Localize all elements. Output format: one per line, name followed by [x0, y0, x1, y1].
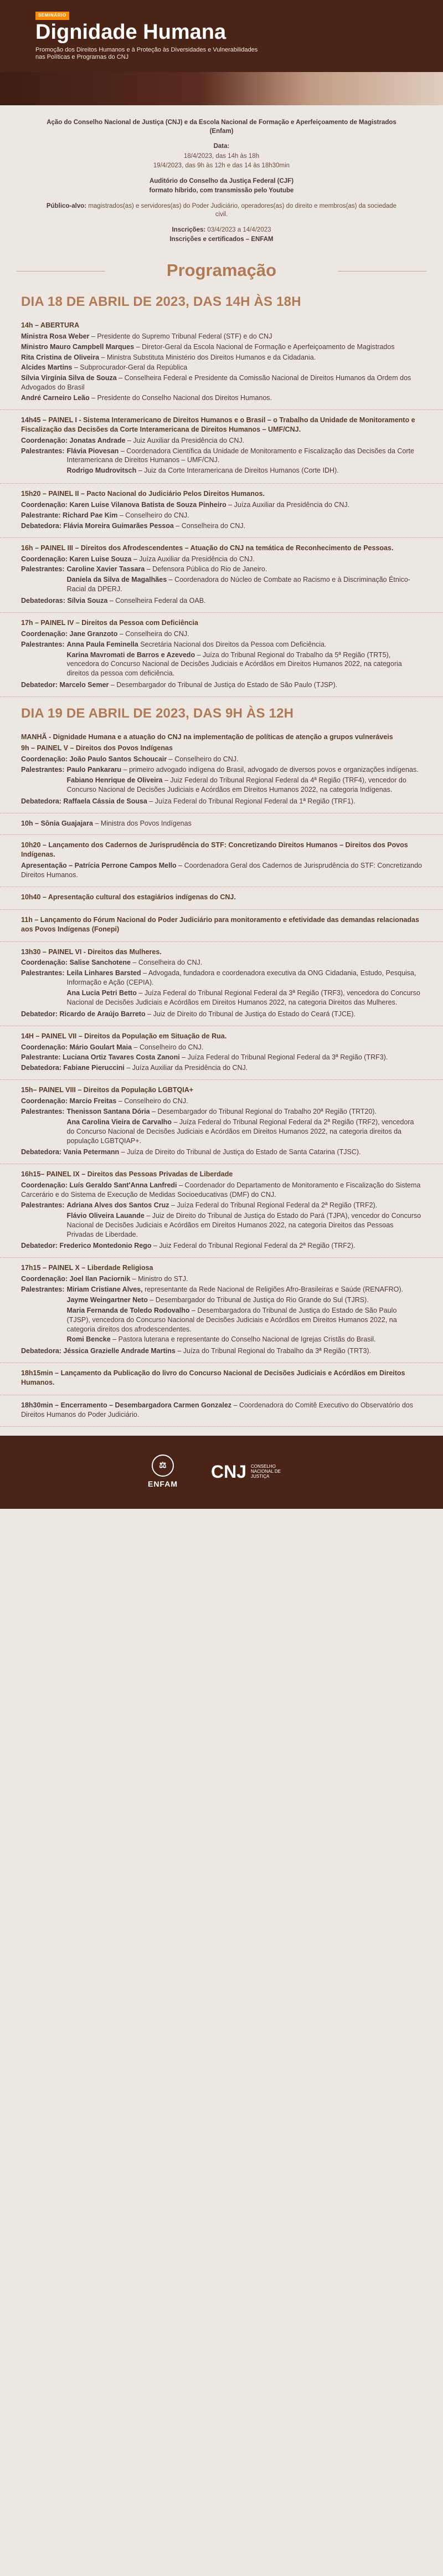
debater: Debatedora: Fabiane Pieruccini – Juíza Auxiliar da Presidência do CNJ.	[21, 1064, 248, 1072]
session-title: 14h – ABERTURA	[21, 321, 80, 329]
speaker: André Carneiro Leão – Presidente do Conselho Nacional dos Direitos Humanos.	[21, 394, 272, 402]
speaker: Jayme Weingartner Neto – Desembargador do Tribunal de Justiça do Rio Grande do Sul (TJRS).	[66, 1295, 369, 1304]
organizer-line: Ação do Conselho Nacional de Justiça (CNJ) e da Escola Nacional de Formação e Aperfeiçoamento de Magistrados (Enfam)	[47, 119, 396, 135]
event-tag: SEMINÁRIO	[35, 12, 69, 20]
session-panel-10	[0, 1258, 443, 1363]
speaker: Daniela da Silva de Magalhães – Coordenadora do Núcleo de Combate ao Racismo e à Discriminação Étnico-Racial da DPERJ.	[66, 576, 410, 593]
session-fonepi	[0, 910, 443, 942]
session-title: 10h20 – Lançamento dos Cadernos de Jurisprudência do STF: Concretizando Direitos Humanos – Direitos dos Povos Indígenas.	[21, 841, 408, 859]
speakers: Palestrantes: Thenisson Santana Dória – Desembargador do Tribunal Regional do Trabalho 20ª Região (TRT20). Ana Carolina Vieira de Carvalho – Juíza Federal do Tribunal Regional Federal da 2ª Região (TRF2), vencedora do Concurso Nacional de Decisões Judiciais e Acórdãos em Direitos Humanos 2022, na categoria direitos da população LGBTQIAP+.	[21, 1107, 422, 1147]
coordinator: Coordenação: Marcio Freitas – Conselheiro do CNJ.	[21, 1097, 188, 1105]
session-title: 17h15 – PAINEL X – Liberdade Religiosa	[21, 1264, 153, 1272]
debater: Debatedoras: Sílvia Souza – Conselheira Federal da OAB.	[21, 597, 206, 605]
enfam-logo: ⚖ ENFAM	[148, 1455, 178, 1489]
date-1: 18/4/2023, das 14h às 18h	[183, 152, 260, 160]
session-title: 16h15– PAINEL IX – Direitos das Pessoas Privadas de Liberdade	[21, 1170, 233, 1179]
speakers: Palestrantes: Paulo Pankararu – primeiro advogado indígena do Brasil, advogado de diversos povos e organizações indígenas. Fabiano Henrique de Oliveira – Juiz Federal do Tribunal Regional Federal da 4ª Região (TRF4), vencedor do Concurso Nacional de Decisões Judiciais e Acórdãos em Direitos Humanos 2022, na categoria Indígenas.	[21, 765, 422, 796]
day-2-heading: DIA 19 DE ABRIL DE 2023, DAS 9H ÀS 12H	[21, 706, 294, 721]
session-panel-3	[0, 538, 443, 613]
date-2: 19/4/2023, das 9h às 12h e das 14 às 18h30min	[153, 162, 290, 170]
speaker: Paulo Pankararu – primeiro advogado indígena do Brasil, advogado de diversos povos e organizações indígenas.	[66, 766, 419, 774]
speaker: Rodrigo Mudrovitsch – Juiz da Corte Interamericana de Direitos Humanos (Corte IDH).	[66, 467, 339, 475]
speaker: Ana Carolina Vieira de Carvalho – Juíza Federal do Tribunal Regional Federal da 2ª Região (TRF2), vencedora do Concurso Nacional de Decisões Judiciais e Acórdãos em Direitos Humanos 2022, na categoria direitos da população LGBTQIAP+.	[66, 1118, 414, 1145]
footer-logos	[0, 1436, 443, 1509]
speaker: Alcides Martins – Subprocurador-Geral da República	[21, 363, 188, 372]
session-minister-talk: 10h – Sônia Guajajara – Ministra dos Povos Indígenas	[0, 813, 443, 836]
session-panel-6	[0, 942, 443, 1026]
audience: magistrados(as) e servidores(as) do Poder Judiciário, operadores(as) do direito e membros(as) da sociedade civil.	[88, 202, 397, 218]
debater: Debatedora: Jéssica Grazielle Andrade Martins – Juíza do Tribunal Regional do Trabalho da 3ª Região (TRT3).	[21, 1347, 372, 1355]
session-title: 14H – PAINEL VII – Direitos da População em Situação de Rua.	[21, 1032, 227, 1040]
speaker: Karina Mavromati de Barros e Azevedo – Juíza do Tribunal Regional do Trabalho da 5ª Região (TRT5), vencedora do Concurso Nacional de Decisões Judiciais e Acórdãos em Direitos Humanos 2022, na categoria direitos da pessoa com deficiência.	[66, 651, 402, 678]
session-closing: 18h30min – Encerramento – Desembargadora Carmen Gonzalez – Coordenadora do Comitê Executivo do Observatório dos Direitos Humanos do Poder Judiciário.	[0, 1395, 443, 1427]
morning-intro: MANHÃ - Dignidade Humana e a atuação do CNJ na implementação de políticas de atenção a grupos vulneráveis	[21, 733, 393, 741]
session-panel-7	[0, 1026, 443, 1080]
speaker: Fabiano Henrique de Oliveira – Juiz Federal do Tribunal Regional Federal da 4ª Região (TRF4), vencedor do Concurso Nacional de Decisões Judiciais e Acórdãos em Direitos Humanos 2022, na categoria Indígenas.	[66, 776, 406, 793]
header-banner	[0, 0, 443, 105]
speakers: Palestrantes: Flávia Piovesan – Coordenadora Científica da Unidade de Monitoramento e Fiscalização das Decisões da Corte Interamericana de Direitos Humanos – UMF/CNJ. Rodrigo Mudrovitsch – Juiz da Corte Interamericana de Direitos Humanos (Corte IDH).	[21, 447, 422, 477]
session-title: 10h40 – Apresentação cultural dos estagiários indígenas do CNJ.	[21, 893, 236, 901]
coordinator: Coordenação: Jane Granzoto – Conselheira do CNJ.	[21, 629, 189, 638]
day-1-heading: DIA 18 DE ABRIL DE 2023, DAS 14H ÀS 18H	[21, 294, 301, 309]
session-panel-1	[0, 410, 443, 484]
speaker: Palestrante: Richard Pae Kim – Conselheiro do CNJ.	[21, 511, 189, 519]
session-title: 13h30 – PAINEL VI - Direitos das Mulheres.	[21, 948, 162, 956]
coordinator: Coordenação: Jonatas Andrade – Juiz Auxiliar da Presidência do CNJ.	[21, 436, 245, 444]
speaker: Leila Linhares Barsted – Advogada, fundadora e coordenadora executiva da ONG Cidadania, Estudo, Pesquisa, Informação e Ação (CEPIA).	[66, 969, 416, 987]
session-title: 9h – PAINEL V – Direitos dos Povos Indígenas	[21, 744, 173, 752]
registration-link[interactable]: Inscrições e certificados – ENFAM	[169, 236, 274, 243]
speakers: Palestrantes: Caroline Xavier Tassara – Defensora Pública do Rio de Janeiro. Daniela da Silva de Magalhães – Coordenadora do Núcleo de Combate ao Racismo e à Discriminação Étnico-Racial da DPERJ.	[21, 565, 422, 595]
registration-label: Inscrições:	[172, 226, 206, 233]
speakers: Palestrantes: Miriam Cristiane Alves, representante da Rede Nacional de Religiões Afro-Brasileiras e Saúde (RENAFRO). Jayme Weingartner Neto – Desembargador do Tribunal de Justiça do Rio Grande do Sul (TJRS). Maria Fernanda de Toledo Rodovalho – Desembargadora do Tribunal de Justiça do Estado de São Paulo (TJSP), vencedora do Concurso Nacional de Decisões Judiciais e Acórdãos em Direitos Humanos 2022, na categoria direitos dos afrodescendentes. Romi Bencke – Pastora luterana e representante do Conselho Nacional de Igrejas Cristãs do Brasil.	[21, 1285, 422, 1345]
coordinator: Coordenação: Karen Luise Vilanova Batista de Souza Pinheiro – Juíza Auxiliar da Presidência do CNJ.	[21, 501, 350, 509]
debater: Debatedor: Ricardo de Araújo Barreto – Juiz de Direito do Tribunal de Justiça do Estado do Ceará (TJCE).	[21, 1010, 356, 1018]
speaker: Romi Bencke – Pastora luterana e representante do Conselho Nacional de Igrejas Cristãs do Brasil.	[66, 1335, 376, 1344]
session-panel-8	[0, 1080, 443, 1164]
speakers: Palestrantes: Adriana Alves dos Santos Cruz – Juíza Federal do Tribunal Regional Federal da 2ª Região (TRF2). Flávio Oliveira Lauande – Juiz de Direito do Tribunal de Justiça do Estado do Pará (TJPA), vencedor do Concurso Nacional de Decisões Judiciais e Acórdãos em Direitos Humanos 2022, na categoria Direitos das Pessoas Privadas de Liberdade.	[21, 1201, 421, 1238]
session-title: 16h – PAINEL III – Direitos dos Afrodescendentes – Atuação do CNJ na temática de Reconhecimento de Pessoas.	[21, 544, 394, 552]
coordinator: Coordenação: Joel Ilan Paciornik – Ministro do STJ.	[21, 1275, 188, 1283]
speaker: Miriam Cristiane Alves, representante da Rede Nacional de Religiões Afro-Brasileiras e Saúde (RENAFRO).	[66, 1286, 403, 1294]
enfam-emblem-icon: ⚖	[152, 1455, 174, 1477]
speakers: Palestrantes: Anna Paula Feminella Secretária Nacional dos Direitos da Pessoa com Deficiência. Karina Mavromati de Barros e Azevedo – Juíza do Tribunal Regional do Trabalho da 5ª Região (TRT5), vencedora do Concurso Nacional de Decisões Judiciais e Acórdãos em Direitos Humanos 2022, na categoria direitos da pessoa com deficiência.	[21, 640, 422, 680]
speaker: Ministra Rosa Weber – Presidente do Supremo Tribunal Federal (STF) e do CNJ	[21, 332, 272, 340]
event-info	[0, 105, 443, 244]
session-panel-9	[0, 1164, 443, 1258]
speaker: Ministro Mauro Campbell Marques – Diretor-Geral da Escola Nacional de Formação e Aperfeiçoamento de Magistrados	[21, 342, 395, 351]
session-cultural	[0, 887, 443, 910]
speaker: Rita Cristina de Oliveira – Ministra Substituta Ministério dos Direitos Humanos e da Cidadania.	[21, 353, 316, 361]
debater: Debatedora: Flávia Moreira Guimarães Pessoa – Conselheira do CNJ.	[21, 521, 246, 530]
speaker: Flávio Oliveira Lauande – Juiz de Direito do Tribunal de Justiça do Estado do Pará (TJPA), vencedor do Concurso Nacional de Decisões Judiciais e Acórdãos em Direitos Humanos 2022, na categoria Direitos das Pessoas Privadas de Liberdade.	[66, 1211, 421, 1238]
session-panel-5	[0, 727, 443, 813]
format: formato híbrido, com transmissão pelo Youtube	[149, 187, 294, 194]
session-book-launch	[0, 1363, 443, 1395]
speaker: Sílvia Virgínia Silva de Souza – Conselheira Federal e Presidente da Comissão Nacional de Direitos Humanos da Ordem dos Advogados do Brasil	[21, 374, 411, 392]
session-title: 18h15min – Lançamento da Publicação do livro do Concurso Nacional de Decisões Judiciais e Acórdãos em Direitos Humanos.	[21, 1369, 405, 1387]
audience-label: Público-alvo:	[46, 202, 87, 209]
speaker: Flávia Piovesan – Coordenadora Científica da Unidade de Monitoramento e Fiscalização das Decisões da Corte Interamericana de Direitos Humanos – UMF/CNJ.	[66, 447, 414, 464]
event-title: Dignidade Humana	[35, 20, 226, 44]
speaker: Ana Lucia Petri Betto – Juíza Federal do Tribunal Regional Federal da 3ª Região (TRF3), vencedora do Concurso Nacional de Decisões Judiciais e Acórdãos em Direitos Humanos 2022, na categoria Direitos das Mulheres.	[66, 989, 420, 1006]
speaker: Palestrante: Luciana Ortiz Tavares Costa Zanoni – Juíza Federal do Tribunal Regional Federal da 3ª Região (TRF3).	[21, 1053, 388, 1062]
session-title: 11h – Lançamento do Fórum Nacional do Poder Judiciário para monitoramento e efetividade das demandas relacionadas aos Povos Indígenas (Fonepi)	[21, 915, 419, 933]
coordinator: Coordenação: Mário Goulart Maia – Conselheiro do CNJ.	[21, 1043, 204, 1051]
speaker: Caroline Xavier Tassara – Defensora Pública do Rio de Janeiro.	[66, 565, 267, 573]
coordinator: Coordenação: João Paulo Santos Schoucair – Conselheiro do CNJ.	[21, 755, 239, 764]
venue: Auditório do Conselho da Justiça Federal (CJF)	[149, 177, 294, 185]
coordinator: Coordenação: Karen Luise Souza – Juíza Auxiliar da Presidência do CNJ.	[21, 555, 255, 563]
session-title: 14h45 – PAINEL I - Sistema Interamericano de Direitos Humanos e o Brasil – o Trabalho da Unidade de Monitoramento e Fiscalização das Decisões da Corte Interamericana de Direitos Humanos – UMF/CNJ.	[21, 416, 415, 433]
speaker: Maria Fernanda de Toledo Rodovalho – Desembargadora do Tribunal de Justiça do Estado de São Paulo (TJSP), vencedora do Concurso Nacional de Decisões Judiciais e Acórdãos em Direitos Humanos 2022, na categoria direitos dos afrodescendentes.	[66, 1306, 397, 1333]
session-opening	[0, 315, 443, 410]
date-label: Data:	[213, 143, 230, 150]
session-title: 15h– PAINEL VIII – Direitos da População LGBTQIA+	[21, 1086, 194, 1094]
session-title: 17h – PAINEL IV – Direitos da Pessoa com Deficiência	[21, 618, 198, 627]
cnj-logo: CNJ CONSELHO NACIONAL DE JUSTIÇA	[210, 1462, 281, 1482]
debater: Debatedora: Vania Petermann – Juíza de Direito do Tribunal de Justiça do Estado de Santa Catarina (TJSC).	[21, 1148, 361, 1156]
coordinator: Coordenação: Salise Sanchotene – Conselheira do CNJ.	[21, 959, 203, 967]
session-launch-cadernos: 10h20 – Lançamento dos Cadernos de Jurisprudência do STF: Concretizando Direitos Humanos – Direitos dos Povos Indígenas. Apresentação – Patrícia Perrone Campos Mello – Coordenadora Geral dos Cadernos de Jurisprudência do STF: Concretizando Direitos Humanos.	[0, 835, 443, 887]
program-title: Programação	[0, 259, 443, 282]
session-panel-2	[0, 484, 443, 538]
debater: Debatedor: Frederico Montedonio Rego – Juiz Federal do Tribunal Regional Federal da 2ª Região (TRF2).	[21, 1242, 356, 1250]
debater: Debatedora: Raffaela Cássia de Sousa – Juíza Federal do Tribunal Regional Federal da 1ª Região (TRF1).	[21, 797, 356, 805]
coordinator: Coordenação: Luís Geraldo Sant'Anna Lanfredi – Coordenador do Departamento de Monitoramento e Fiscalização do Sistema Carcerário e do Sistema de Execução de Medidas Socioeducativas (DMF) do CNJ.	[21, 1181, 421, 1199]
debater: Debatedor: Marcelo Semer – Desembargador do Tribunal de Justiça do Estado de São Paulo (TJSP).	[21, 681, 338, 689]
session-title: 15h20 – PAINEL II – Pacto Nacional do Judiciário Pelos Direitos Humanos.	[21, 490, 265, 498]
speaker: Thenisson Santana Dória – Desembargador do Tribunal Regional do Trabalho 20ª Região (TRT20).	[66, 1107, 377, 1115]
speakers: Palestrantes: Leila Linhares Barsted – Advogada, fundadora e coordenadora executiva da ONG Cidadania, Estudo, Pesquisa, Informação e Ação (CEPIA). Ana Lucia Petri Betto – Juíza Federal do Tribunal Regional Federal da 3ª Região (TRF3), vencedora do Concurso Nacional de Decisões Judiciais e Acórdãos em Direitos Humanos 2022, na categoria Direitos das Mulheres.	[21, 969, 422, 1008]
speaker: Anna Paula Feminella Secretária Nacional dos Direitos da Pessoa com Deficiência.	[66, 640, 327, 648]
speaker: Adriana Alves dos Santos Cruz – Juíza Federal do Tribunal Regional Federal da 2ª Região (TRF2).	[66, 1201, 378, 1209]
event-subtitle: Promoção dos Direitos Humanos e à Proteção às Diversidades e Vulnerabilidades nas Políticas e Programas do CNJ	[35, 46, 258, 61]
session-panel-4	[0, 613, 443, 697]
registration-dates: 03/4/2023 a 14/4/2023	[207, 226, 271, 233]
